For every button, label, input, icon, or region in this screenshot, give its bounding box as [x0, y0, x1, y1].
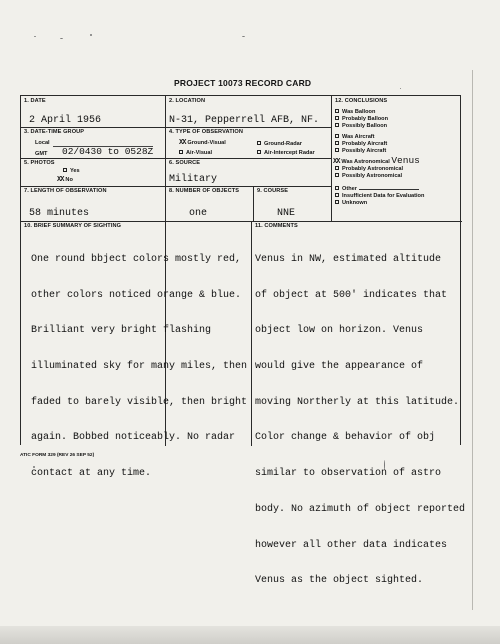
column-divider: [251, 221, 252, 446]
checkbox: [335, 109, 339, 113]
form-number: ATIC FORM 329 (REV 26 SEP 52): [20, 453, 95, 458]
conclusion-text: Probably Aircraft: [342, 141, 388, 147]
air-intercept-radar-label: Air-Intercept Radar: [264, 150, 315, 156]
ground-radar-option: [257, 141, 302, 147]
summary-line: One round bbject colors mostly red,: [31, 253, 242, 265]
conclusion-text: Probably Balloon: [342, 116, 388, 122]
observation-type-label: 4. TYPE OF OBSERVATION: [169, 129, 243, 135]
conclusion-text: Was Astronomical: [341, 159, 390, 165]
checkbox: [335, 123, 339, 127]
astronomical-type-value: Venus: [391, 155, 420, 166]
conclusion-text: Probably Astronomical: [342, 166, 404, 172]
conclusion-item: [335, 141, 387, 148]
checkbox: [63, 168, 67, 172]
comment-line: similar to observation of astro: [255, 468, 442, 480]
comments-text: [255, 230, 465, 611]
conclusion-text: Possibly Balloon: [342, 123, 388, 129]
course-value: NNE: [277, 208, 296, 219]
comment-line: object low on horizon. Venus: [255, 325, 424, 337]
card-title: PROJECT 10073 RECORD CARD: [174, 78, 312, 88]
checkbox: [335, 116, 339, 120]
comment-line: of object at 500' indicates that: [255, 289, 448, 301]
checkbox: [335, 186, 339, 190]
conclusion-item: [335, 193, 424, 200]
air-visual-option: [179, 150, 212, 156]
conclusion-item: [335, 166, 403, 173]
comment-line: Venus as the object sighted.: [255, 575, 424, 587]
row-divider: [21, 221, 462, 222]
checkbox: [179, 150, 183, 154]
summary-line: faded to barely visible, then bright: [31, 396, 248, 408]
length-value: 58 minutes: [29, 208, 90, 219]
checkbox: [335, 193, 339, 197]
ground-visual-label: Ground-Visual: [187, 140, 226, 146]
comment-line: body. No azimuth of object reported: [255, 503, 466, 515]
conclusion-text: Was Aircraft: [342, 134, 375, 140]
comments-label: 11. COMMENTS: [255, 223, 298, 229]
row-divider: [21, 186, 331, 187]
conclusion-item: [335, 186, 419, 193]
checked-mark: XX: [57, 176, 64, 184]
summary-line: again. Bobbed noticeably. No radar: [31, 432, 236, 444]
location-value: N-31, Pepperrell AFB, NF.: [169, 115, 320, 126]
conclusion-text: Possibly Aircraft: [342, 148, 387, 154]
comment-line: however all other data indicates: [255, 539, 448, 551]
location-label: 2. LOCATION: [169, 98, 206, 104]
row-divider: [21, 127, 331, 128]
photos-yes-label: Yes: [70, 168, 80, 174]
checkbox: [335, 141, 339, 145]
scan-speck: [242, 36, 245, 37]
row-divider: [21, 158, 331, 159]
air-visual-label: Air-Visual: [186, 150, 213, 156]
scan-fold-line: [472, 70, 473, 610]
checkbox: [257, 141, 261, 145]
comment-line: Color change & behavior of obj: [255, 432, 436, 444]
photos-no-label: No: [65, 177, 73, 183]
comment-line: would give the appearance of: [255, 360, 424, 372]
checkbox: [335, 200, 339, 204]
conclusion-item: [335, 200, 367, 207]
checkbox: [257, 150, 261, 154]
checked-mark: XX: [179, 139, 186, 147]
checkbox: [335, 166, 339, 170]
checkbox: [335, 134, 339, 138]
summary-line: Brilliant very bright flashing: [31, 325, 212, 337]
dtg-local-label: Local: [35, 140, 50, 146]
other-fill-line: [359, 189, 419, 190]
scan-speck: [90, 34, 92, 36]
conclusion-text: Insufficient Data for Evaluation: [342, 193, 425, 199]
source-value: Military: [169, 174, 218, 185]
air-intercept-radar-option: [257, 150, 315, 156]
column-divider: [331, 96, 332, 221]
conclusion-text: Was Balloon: [342, 109, 376, 115]
scan-speck: [400, 88, 401, 89]
conclusion-item: [335, 116, 388, 123]
ground-radar-label: Ground-Radar: [264, 141, 302, 147]
summary-line: illuminated sky for many miles, then: [31, 360, 248, 372]
length-label: 7. LENGTH OF OBSERVATION: [24, 188, 107, 194]
scan-speck: [34, 36, 36, 37]
conclusion-item: [335, 109, 375, 116]
dtg-label: 3. DATE-TIME GROUP: [24, 129, 85, 135]
conclusion-item: [335, 173, 402, 180]
column-divider: [253, 186, 254, 221]
objects-value: one: [189, 208, 208, 219]
checked-mark: XX: [333, 158, 340, 166]
comment-line: Venus in NW, estimated altitude: [255, 253, 442, 265]
conclusions-label: 12. CONCLUSIONS: [335, 98, 388, 104]
conclusion-text: Unknown: [342, 200, 368, 206]
conclusion-item-selected: [333, 155, 420, 166]
conclusion-text: Other: [342, 186, 357, 192]
summary-line: other colors noticed orange & blue.: [31, 289, 242, 301]
date-value: 2 April 1956: [29, 115, 102, 126]
conclusion-item: [335, 123, 387, 130]
dtg-gmt-value: 02/0430 to 0528Z: [62, 146, 154, 157]
conclusion-item: [335, 148, 386, 155]
summary-label: 10. BRIEF SUMMARY OF SIGHTING: [24, 223, 122, 229]
dtg-gmt-label: GMT: [35, 151, 48, 157]
course-label: 9. COURSE: [257, 188, 289, 194]
photos-no-option: [57, 176, 73, 184]
checkbox: [335, 173, 339, 177]
photos-yes-option: [63, 168, 80, 174]
checkbox: [335, 148, 339, 152]
date-label: 1. DATE: [24, 98, 46, 104]
summary-line: contact at any time.: [31, 468, 152, 480]
scan-speck: [60, 38, 63, 39]
objects-label: 8. NUMBER OF OBJECTS: [169, 188, 240, 194]
conclusion-text: Possibly Astronomical: [342, 173, 403, 179]
source-label: 6. SOURCE: [169, 160, 201, 166]
comment-line: moving Northerly at this latitude.: [255, 396, 460, 408]
photos-label: 5. PHOTOS: [24, 160, 55, 166]
scan-bottom-edge: [0, 626, 500, 644]
conclusion-item: [335, 134, 375, 141]
summary-text: [31, 230, 247, 504]
ground-visual-option: [179, 139, 226, 147]
